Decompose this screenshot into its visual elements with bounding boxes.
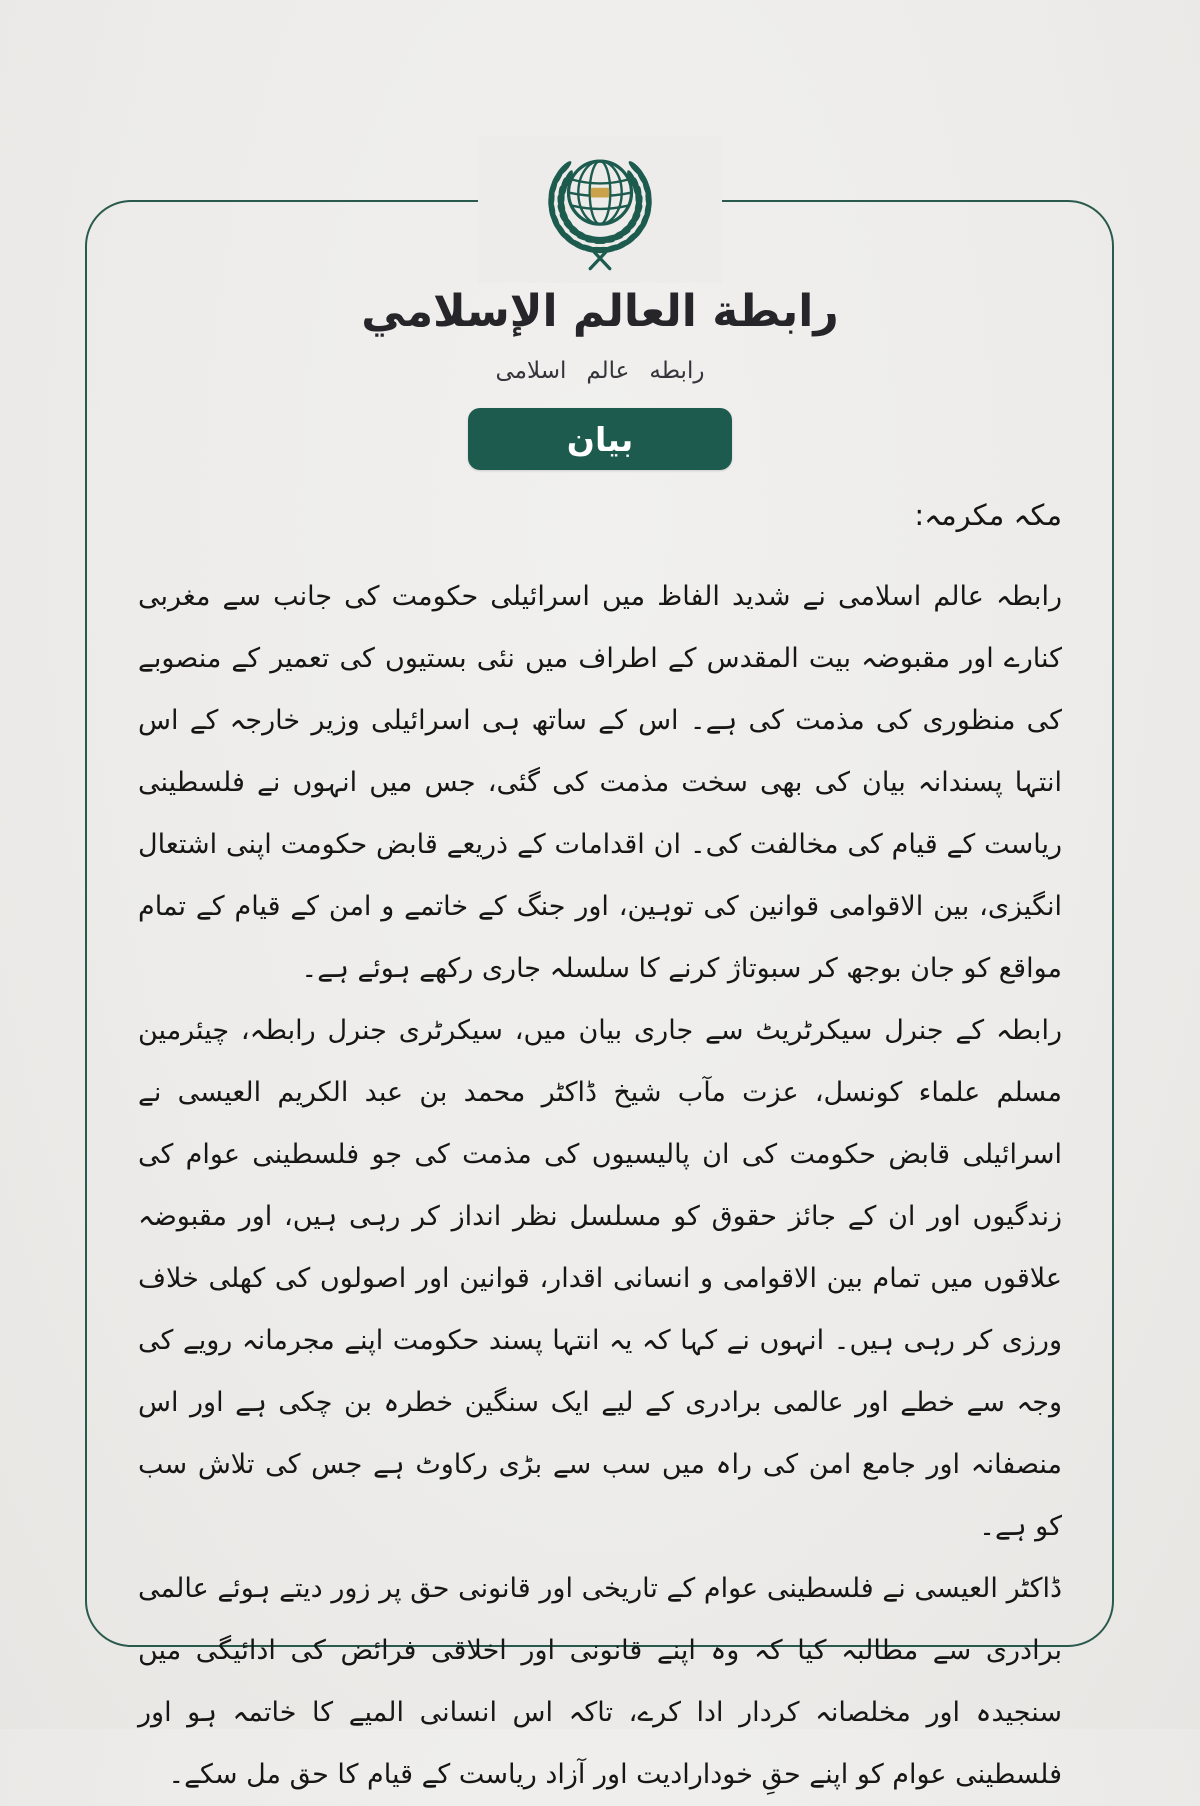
statement-body: [138, 498, 1062, 1806]
statement-banner: [468, 408, 732, 470]
banner-label: بيان: [566, 419, 634, 459]
paragraph-3: ڈاکٹر العیسی نے فلسطینی عوام کے تاریخی اور قانونی حق پر زور دیتے ہوئے عالمی برادری سے مطالبہ کیا کہ وہ اپنے قانونی اور اخلاقی فرائض کی ادائیگی میں سنجیدہ اور مخلصانہ کردار ادا کرے، تاکہ اس انسانی المیے کا خاتمہ ہو اور فلسطینی عوام کو اپنے حقِ خودارادیت اور آزاد ریاست کے قیام کا حق مل سکے۔: [138, 1573, 1062, 1790]
mwl-logo: [478, 136, 722, 283]
kaaba-gold-mark: [591, 188, 609, 198]
paragraph-2: رابطہ کے جنرل سیکرٹریٹ سے جاری بیان میں، سیکرٹری جنرل رابطہ، چیئرمین مسلم علماء کونسل، عزت مآب شیخ ڈاکٹر محمد بن عبد الکریم العیسی نے اسرائیلی قابض حکومت کی ان پالیسیوں کی مذمت کی جو فلسطینی عوام کی زندگیوں اور ان کے جائز حقوق کو مسلسل نظر انداز کر رہی ہیں، اور مقبوضہ علاقوں میں تمام بین الاقوامی و انسانی اقدار، قوانین اور اصولوں کی کھلی خلاف ورزی کر رہی ہیں۔ انہوں نے کہا کہ یہ انتہا پسند حکومت اپنے مجرمانہ رویے کی وجہ سے خطے اور عالمی برادری کے لیے ایک سنگین خطرہ بن چکی ہے اور اس منصفانہ اور جامع امن کی راہ میں سب سے بڑی رکاوٹ ہے جس کی تلاش سب کو ہے۔: [138, 1015, 1062, 1542]
org-name-arabic: رابطة العالم الإسلامي: [361, 286, 839, 337]
wreath-globe-icon: [524, 136, 676, 283]
paragraph-1: رابطہ عالم اسلامی نے شدید الفاظ میں اسرائیلی حکومت کی جانب سے مغربی کنارے اور مقبوضہ بیت المقدس کے اطراف میں نئی بستیوں کی تعمیر کے منصوبے کی منظوری کی مذمت کی ہے۔ اس کے ساتھ ہی اسرائیلی وزیر خارجہ کے اس انتہا پسندانہ بیان کی بھی سخت مذمت کی گئی، جس میں انہوں نے فلسطینی ریاست کے قیام کی مخالفت کی۔ ان اقدامات کے ذریعے قابض حکومت اپنی اشتعال انگیزی، بین الاقوامی قوانین کی توہین، اور جنگ کے خاتمے و امن کے قیام کے تمام مواقع کو جان بوجھ کر سبوتاژ کرنے کا سلسلہ جاری رکھے ہوئے ہے۔: [138, 581, 1062, 984]
org-name-urdu: رابطه عالم اسلامی: [495, 358, 705, 384]
dateline: مکہ مکرمہ:: [914, 498, 1062, 532]
paragraphs: [138, 566, 1062, 1806]
